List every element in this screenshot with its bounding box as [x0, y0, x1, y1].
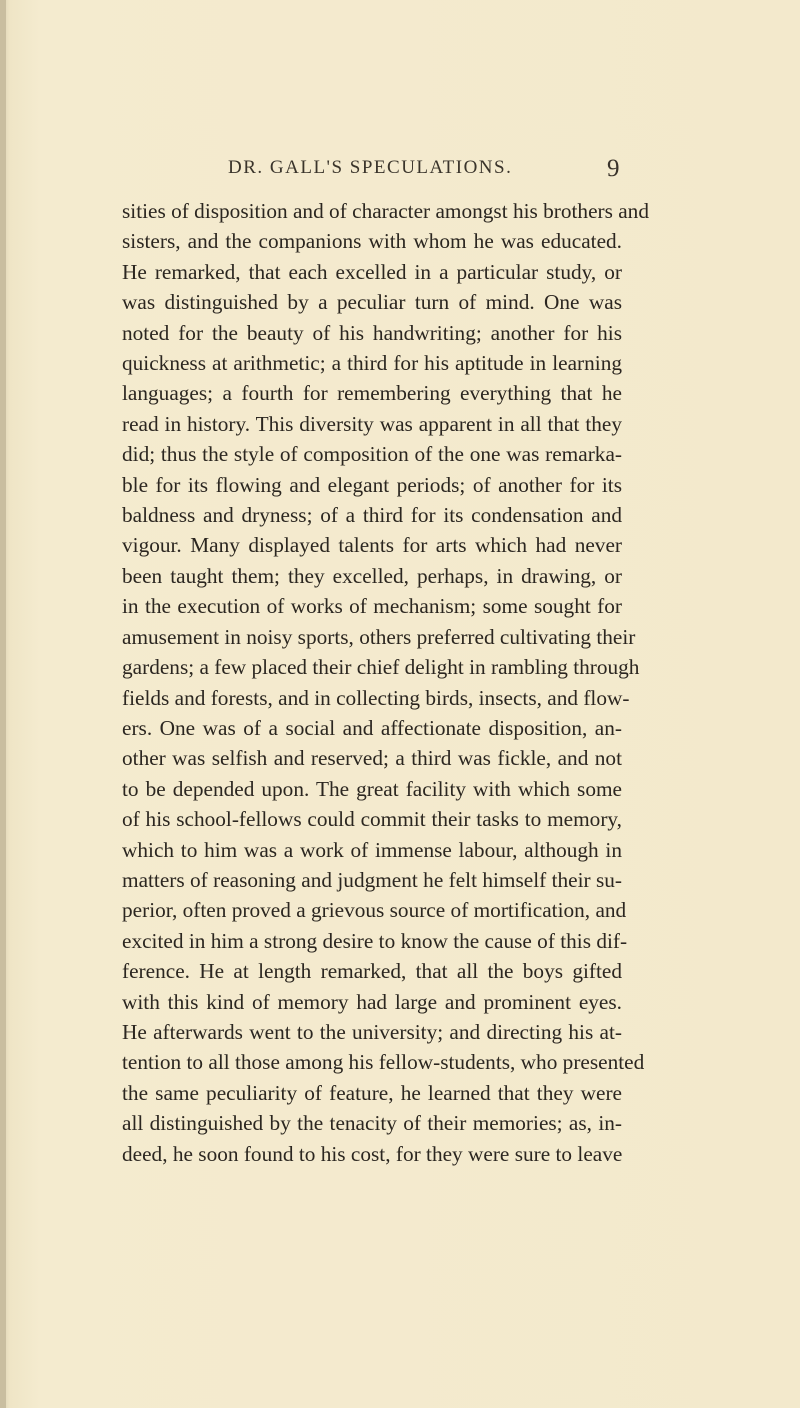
text-line: gardens; a few placed their chief delight in rambling through: [122, 655, 640, 680]
text-line: fields and forests, and in collecting birds, insects, and flow-: [122, 685, 630, 710]
running-head: [0, 157, 800, 187]
text-line: quickness at arithmetic; a third for his aptitude in learning: [122, 351, 622, 376]
text-line: of his school-fellows could commit their tasks to memory,: [122, 807, 622, 832]
text-line: read in history. This diversity was apparent in all that they: [122, 411, 622, 436]
text-line: languages; a fourth for remembering everything that he: [122, 381, 622, 406]
text-line: was distinguished by a peculiar turn of mind. One was: [122, 290, 622, 315]
text-line: deed, he soon found to his cost, for they were sure to leave: [122, 1141, 623, 1166]
text-line: ference. He at length remarked, that all the boys gifted: [122, 959, 622, 984]
running-head-title: DR. GALL'S SPECULATIONS.: [228, 157, 513, 178]
page-number: 9: [607, 155, 620, 182]
text-line: sisters, and the companions with whom he was educated.: [122, 229, 622, 254]
text-line: sities of disposition and of character amongst his brothers and: [122, 199, 649, 223]
text-line: ers. One was of a social and affectionate disposition, an-: [122, 715, 622, 740]
text-line: with this kind of memory had large and prominent eyes.: [122, 989, 622, 1014]
text-line: perior, often proved a grievous source of mortification, and: [122, 898, 627, 923]
page-edge: [0, 0, 6, 1408]
text-line: to be depended upon. The great facility with which some: [122, 776, 622, 801]
text-line: which to him was a work of immense labour, although in: [122, 837, 622, 862]
text-line: did; thus the style of composition of the one was remarka-: [122, 442, 622, 467]
text-line: the same peculiarity of feature, he learned that they were: [122, 1080, 622, 1105]
text-line: tention to all those among his fellow-students, who presented: [122, 1050, 645, 1075]
body-text: [122, 196, 649, 1169]
text-line: been taught them; they excelled, perhaps, in drawing, or: [122, 563, 622, 588]
text-line: He remarked, that each excelled in a particular study, or: [122, 259, 622, 284]
text-line: baldness and dryness; of a third for its condensation and: [122, 503, 622, 528]
text-line: in the execution of works of mechanism; some sought for: [122, 594, 622, 619]
text-line: matters of reasoning and judgment he felt himself their su-: [122, 867, 622, 892]
text-line: excited in him a strong desire to know the cause of this dif-: [122, 928, 628, 953]
text-line: noted for the beauty of his handwriting; another for his: [122, 320, 622, 345]
text-line: other was selfish and reserved; a third was fickle, and not: [122, 746, 622, 771]
text-line: vigour. Many displayed talents for arts which had never: [122, 533, 622, 558]
text-line: ble for its flowing and elegant periods; of another for its: [122, 472, 622, 497]
text-line: all distinguished by the tenacity of their memories; as, in-: [122, 1111, 622, 1136]
text-line: He afterwards went to the university; and directing his at-: [122, 1019, 622, 1044]
text-line: amusement in noisy sports, others preferred cultivating their: [122, 624, 636, 649]
